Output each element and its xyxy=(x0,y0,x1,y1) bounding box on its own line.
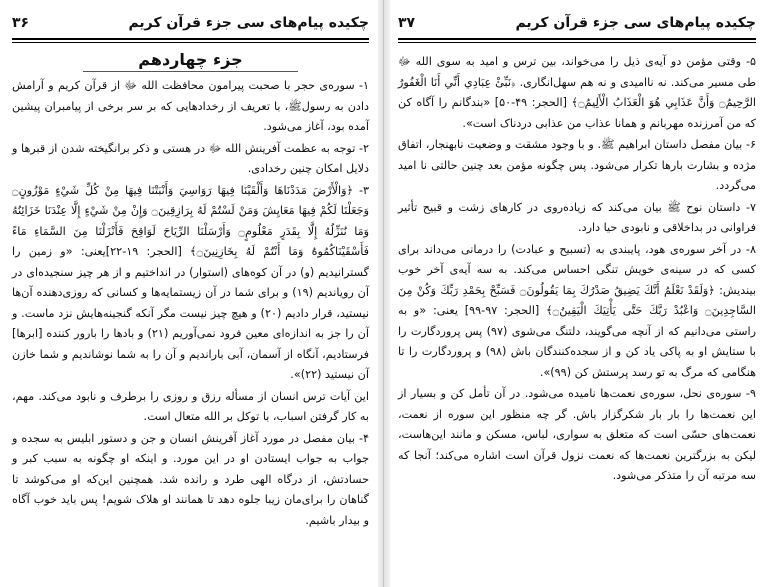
paragraph: ۵- وقتی مؤمن دو آیه‌ی ذیل را می‌خواند، بین ترس و امید به سوی الله ﷻ طی مسیر می‌کند. نه ناامیدی و نه هم سهل‌انگاری. ﴿نَبِّئْ عِبَادِي أَنِّي أَنَا الْغَفُورُ الرَّحِيمُ۝ وَأَنَّ عَذَابِي هُوَ الْعَذَابُ الْأَلِيمُ۝﴾ [الحجر: ۴۹-۵۰] «بندگانم را آگاه کن که من آمرزنده مهربانم و همانا عذاب من عذابی دردناک است». xyxy=(398,55,756,130)
paragraph: ۱- سوره‌ی حجر با صحبت پیرامون محافظت الله ﷻ از قرآن کریم و آرامش دادن به رسول‌ﷺ، با تعریف از رخدادهایی که بر سر برخی از پیامبران پیشین آمده بود، آغاز می‌شود. xyxy=(12,79,369,133)
left-page-number: ۳۶ xyxy=(12,15,30,31)
right-page-number: ۳۷ xyxy=(398,15,416,31)
paragraph: این آیات ترس انسان از مسأله رزق و روزی را برطرف و نابود می‌کند. مهم، به کار گرفتن اسباب، با توکل بر الله متعال است. xyxy=(12,389,369,423)
chapter-heading-rule xyxy=(83,71,297,72)
paragraph: ۲- توجه به عظمت آفرینش الله ﷻ در هستی و ذکر برانگیخته شدن از قبرها و دلایل امکان چنین رخدادی. xyxy=(12,141,369,175)
chapter-heading: جزء چهاردهم xyxy=(138,50,243,69)
paragraph: ۶- بیان مفصل داستان ابراهیم ﷺ. و با وجود مشقت و وضعیت نابهنجار، اتفاق مژده و بشارت بارها تکرار می‌شود. پس چگونه مؤمن بعد چنین حالتی نا امید می‌گردد. xyxy=(398,138,756,192)
right-running-title: چکیده پیام‌های سی جزء قرآن کریم xyxy=(515,15,756,31)
left-running-head xyxy=(12,8,369,40)
left-running-title: چکیده پیام‌های سی جزء قرآن کریم xyxy=(128,15,369,31)
paragraph: ۹- سوره‌ی نحل، سوره‌ی نعمت‌ها نامیده می‌شود. در آن تأمل کن و بسیار از این نعمت‌ها را بار بار شکرگزار باش. گر چه منظور این سوره از نعمت، نعمت‌های حسّی است که متعلق به سواری، لباس، مسکن و مانند این‌هاست، لیکن به بزرگترین نعمت‌ها که نعمت نزول قرآن است اشاره می‌کند؛ آنجا که سه مرتبه آن را متذکر می‌شود. xyxy=(398,387,756,482)
paragraph: ۴- بیان مفصل در مورد آغاز آفرینش انسان و جن و دستور ابلیس به سجده و جواب به جواب ایستادن او در این مورد. و اینکه او چگونه به سبب کبر و حسادتش، از درگاه الهی طرد و رانده شد. همچنین این‌که او می‌کوشد تا گناهان را برای‌مان زیبا جلوه دهد تا همانند او هلاک شویم! پس باید خوب آگاه و بیدار باشیم. xyxy=(12,431,369,527)
right-page-body xyxy=(398,52,756,487)
paragraph: ۷- داستان نوح ﷺ بیان می‌کند که زیاده‌روی در کارهای زشت و قبیح تأثیر فراوانی در بداخلاقی و نابودی حیا دارد. xyxy=(398,200,756,234)
right-page xyxy=(384,0,768,587)
left-page-body xyxy=(12,76,369,531)
right-running-head xyxy=(398,8,756,40)
paragraph: ۸- در آخر سوره‌ی هود، پایبندی به (تسبیح و عبادت) را درمانی می‌داند برای کسی که در سینه‌ی خویش تنگی احساس می‌کند. به سه آیه‌ی آخر خوب بیندیش: ﴿وَلَقَدْ نَعْلَمُ أَنَّكَ يَضِيقُ صَدْرُكَ بِمَا يَقُولُونَ۝ فَسَبِّحْ بِحَمْدِ رَبِّكَ وَكُنْ مِنَ السَّاجِدِينَ۝ وَاعْبُدْ رَبَّكَ حَتَّى يَأْتِيَكَ الْيَقِينُ۝﴾ [الحجر: ۹۷-۹۹] یعنی: «و به راستی می‌دانیم که از آنچه می‌گویند، دلتنگ می‌شوی (۹۷) پس پروردگارت را با ستایش او به پاکی یاد کن و از سجده‌کنندگان باش (۹۸) و پروردگارت را تا هنگامی که مرگ به تو رسد پرستش کن (۹۹)». xyxy=(398,242,756,379)
paragraph: ۳- ﴿وَالْأَرْضَ مَدَدْنَاهَا وَأَلْقَيْنَا فِيهَا رَوَاسِيَ وَأَنْبَتْنَا فِيهَا مِنْ كُلِّ شَيْءٍ مَوْزُونٍ۝ وَجَعَلْنَا لَكُمْ فِيهَا مَعَايِشَ وَمَنْ لَسْتُمْ لَهُ بِرَازِقِينَ۝ وَإِنْ مِنْ شَيْءٍ إِلَّا عِنْدَنَا خَزَائِنُهُ وَمَا نُنَزِّلُهُ إِلَّا بِقَدَرٍ مَعْلُومٍ۝ وَأَرْسَلْنَا الرِّيَاحَ لَوَاقِحَ فَأَنْزَلْنَا مِنَ السَّمَاءِ مَاءً فَأَسْقَيْنَاكُمُوهُ وَمَا أَنْتُمْ لَهُ بِخَازِنِينَ۝﴾ [الحجر: ١٩-٢٢]یعنی: «و زمین را گسترانیدیم (و) در آن کوه‌های (استوار) در انداختیم و از هر چیز سنجیده‌ای در آن رویاندیم (۱۹) و برای شما در آن زیستمایه‌ها و کسانی که روزی‌دهنده آن‌ها نیستید، قرار دادیم (۲۰) و هیچ چیز نیست مگر آنکه گنجینه‌هایش نزد ماست. و آن را جز به اندازه‌ای معین فرود نمی‌آوریم (۲۱) و بادها را بارور کننده [ابرها] فرستادیم، آنگاه از آسمان، آبی باراندیم و آن را به شما نوشاندیم و شما خازن آن نیستید (۲۲)». xyxy=(12,183,370,381)
